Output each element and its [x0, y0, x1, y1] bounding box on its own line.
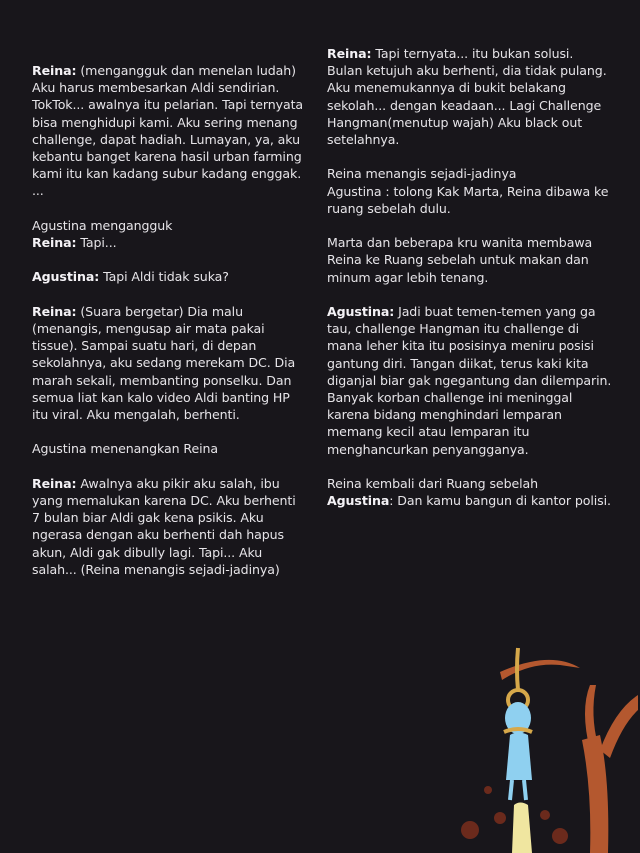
stone [552, 828, 568, 844]
dialogue-paragraph [327, 165, 612, 217]
speaker-label: Agustina: [32, 269, 100, 285]
narration-text: Marta dan beberapa kru wanita membawa Reina ke Ruang sebelah untuk makan dan minum agar lebih tenang. [327, 235, 593, 285]
narration-text: Agustina mengangguk [32, 217, 173, 233]
speaker-label: Reina: [32, 303, 77, 319]
hangman-illustration [440, 640, 640, 853]
dialogue-paragraph [327, 475, 612, 509]
dialogue-text: Jadi buat temen-temen yang ga tau, challenge Hangman itu challenge di mana leher kita itu posisinya meniru posisi gantung diri. Tangan diikat, terus kaki kita diganjal biar gak ngegantung dan dilemparin. Banyak korban challenge ini meninggal karena bidang menghindari lemparan memang kecil atau lemparan itu menghancurkan penyangganya. [327, 304, 612, 457]
dialogue-text: Agustina : tolong Kak Marta, Reina dibawa ke ruang sebelah dulu. [327, 183, 609, 216]
tree-branch [600, 695, 638, 758]
narration-text: Agustina menenangkan Reina [32, 441, 219, 457]
dialogue-text: Tapi ternyata... itu bukan solusi. Bulan ketujuh aku berhenti, dia tidak pulang. Aku menemukannya di bukit belakang sekolah... dengan keadaan... Lagi Challenge Hangman(menutup wajah) Aku black out setelahnya. [327, 46, 607, 148]
dialogue-paragraph [32, 475, 306, 578]
narration-text: Reina kembali dari Ruang sebelah [327, 476, 539, 492]
dialogue-paragraph [32, 62, 306, 200]
tree-branch [500, 660, 580, 680]
dialogue-paragraph [32, 217, 306, 251]
stone [484, 786, 492, 794]
right-text-column [327, 45, 612, 527]
dialogue-text: (mengangguk dan menelan ludah) Aku harus membesarkan Aldi sendirian. TokTok... awalnya itu pelarian. Tapi ternyata bisa menghidupi kami. Aku sering menang challenge, dapat hadiah. Lumayan, ya, aku kebantu banget karena hasil urban farming kami itu kan kadang subur kadang enggak. ... [32, 63, 304, 199]
stone [494, 812, 506, 824]
dialogue-paragraph [32, 303, 306, 423]
dialogue-paragraph [327, 303, 612, 458]
speaker-label: Reina: [32, 63, 77, 78]
figure-body [506, 733, 532, 781]
dialogue-text: Tapi... [76, 235, 117, 251]
figure-legs [510, 780, 526, 800]
speaker-label: Reina: [32, 475, 77, 491]
narration-text: Reina menangis sejadi-jadinya [327, 166, 517, 182]
stone [461, 821, 479, 839]
speaker-label: Agustina: [327, 304, 395, 319]
dialogue-paragraph [32, 268, 306, 285]
speaker-label: Agustina [327, 493, 390, 509]
speaker-label: Reina: [327, 46, 372, 61]
stand [512, 803, 532, 853]
dialogue-text: (Suara bergetar) Dia malu (menangis, mengusap air mata pakai tissue). Sampai suatu hari, di depan sekolahnya, aku sedang merekam DC. Dia marah sekali, membanting ponselku. Dan semua liat kan kalo video Aldi banting HP itu viral. Aku mengalah, berhenti. [32, 303, 296, 423]
speaker-label: Reina: [32, 235, 77, 251]
left-text-column [32, 62, 306, 595]
stone [540, 810, 550, 820]
rope [517, 648, 518, 690]
dialogue-text: Tapi Aldi tidak suka? [99, 269, 229, 285]
dialogue-paragraph [32, 440, 306, 457]
dialogue-paragraph [327, 45, 612, 148]
dialogue-text: : Dan kamu bangun di kantor polisi. [389, 493, 611, 509]
dialogue-text: Awalnya aku pikir aku salah, ibu yang memalukan karena DC. Aku berhenti 7 bulan biar Aldi gak kena psikis. Aku ngerasa dengan aku berhenti dah hapus akun, Aldi gak dibully lagi. Tapi... Aku salah... (Reina menangis sejadi-jadinya) [32, 475, 296, 577]
dialogue-paragraph [327, 234, 612, 286]
